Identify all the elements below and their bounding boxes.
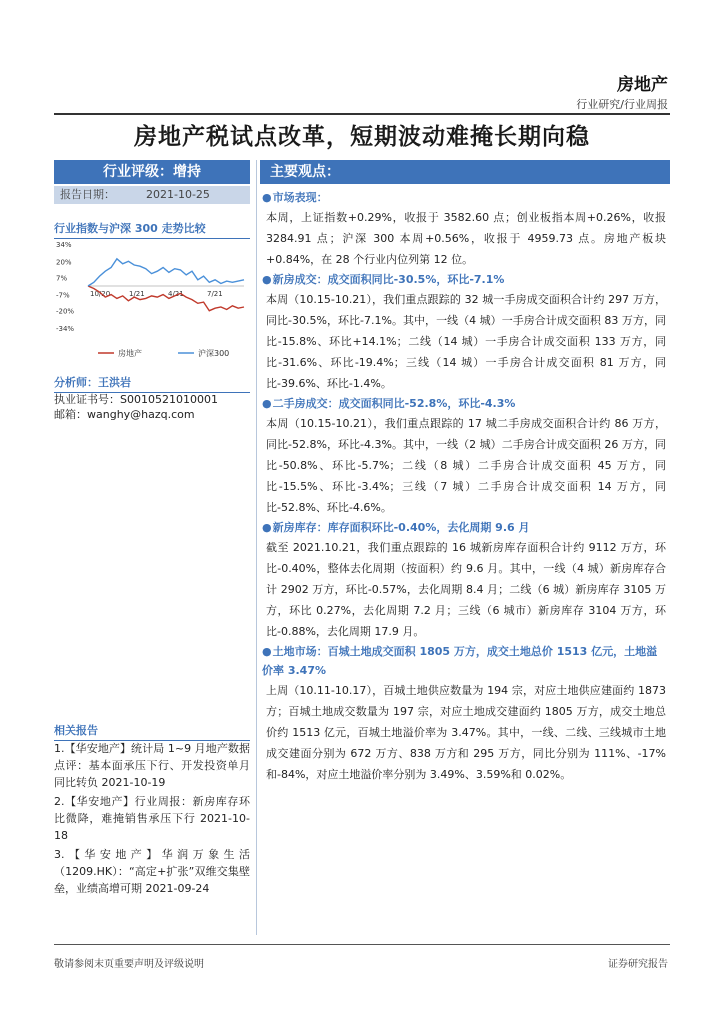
report-date-value: 2021-10-25	[146, 188, 210, 201]
main-points-bar	[260, 160, 670, 184]
footer-disclaimer[interactable]: 敬请参阅末页重要声明及评级说明	[54, 959, 204, 970]
section-inventory	[262, 518, 666, 642]
x-tick-label: 7/21	[207, 290, 223, 298]
y-tick-label: 34%	[56, 241, 72, 249]
header-category: 房地产	[617, 75, 668, 95]
report-title: 房地产税试点改革，短期波动难掩长期向稳	[134, 123, 590, 150]
legend-label: 房地产	[118, 349, 142, 358]
section-text: 上周（10.11-10.17），百城土地供应数量为 194 宗，对应土地供应建面约 1873 方；百城土地成交数量为 197 宗，对应土地成交建面约 1805 万方，成交土地总价约 1513 亿元，百城土地溢价率为 3.47%。其中，一线、二线、三线城市土地成交建面分别为 672 万方、838 万方和 295 万方，同比分别为 111%、-17%和-84%，对应土地溢价率分别为 3.49%、3.59%和 0.02%。	[266, 684, 666, 781]
header-subcategory: 行业研究/行业周报	[576, 98, 668, 111]
analyst-heading: 分析师：王洪岩	[54, 374, 250, 393]
footer-label: 证券研究报告	[608, 959, 668, 970]
related-report-item[interactable]: 1.【华安地产】统计局 1~9 月地产数据点评：基本面承压下行、开发投资单月同比转负 2021-10-19	[54, 742, 250, 789]
analyst-email: 邮箱：wanghy@hazq.com	[54, 408, 195, 421]
report-date-label: 报告日期：	[60, 188, 115, 201]
series-line-csi300	[88, 259, 244, 286]
chart-heading: 行业指数与沪深 300 走势比较	[54, 220, 250, 239]
y-tick-label: -20%	[56, 307, 75, 316]
bullet-icon: ●	[262, 521, 272, 534]
y-tick-label: -7%	[56, 291, 70, 300]
section-market	[262, 188, 666, 270]
index-comparison-chart	[54, 236, 250, 366]
x-tick-label: 4/21	[168, 290, 184, 298]
analyst-info	[54, 392, 254, 422]
section-title: 新房成交：成交面积同比-30.5%，环比-7.1%	[272, 273, 505, 286]
section-land	[262, 642, 666, 785]
y-tick-label: 7%	[56, 274, 68, 283]
main-content	[262, 188, 666, 785]
industry-rating: 行业评级：增持	[54, 160, 250, 184]
y-tick-label: -34%	[56, 325, 75, 333]
header-divider	[54, 113, 670, 115]
section-title: 新房库存：库存面积环比-0.40%，去化周期 9.6 月	[272, 521, 530, 534]
related-reports	[54, 740, 250, 899]
y-tick-label: 20%	[56, 258, 72, 267]
section-text: 本周（10.15-10.21），我们重点跟踪的 32 城一手房成交面积合计约 297 万方，同比-30.5%，环比-7.1%。其中，一线（4 城）一手房合计成交面积 83 万方，同比-15.8%、环比+14.1%；二线（14 城）一手房合计成交面积 133 万方，同比-31.6%、环比-19.4%；三线（14 城）一手房合计成交面积 81 万方，同比-39.6%、环比-1.4%。	[266, 293, 666, 390]
section-title: 土地市场：百城土地成交面积 1805 万方，成交土地总价 1513 亿元，土地溢价率 3.47%	[262, 645, 658, 677]
main-points-heading: 主要观点：	[270, 164, 340, 180]
related-heading: 相关报告	[54, 722, 250, 741]
section-text: 本周（10.15-10.21），我们重点跟踪的 17 城二手房成交面积合计约 86 万方，同比-52.8%，环比-4.3%。其中，一线（2 城）二手房合计成交面积 26 万方，同比-50.8%、环比-5.7%；二线（8 城）二手房合计成交面积 45 万方，同比-15.5%、环比-3.4%；三线（7 城）二手房合计成交面积 14 万方，同比-52.8%、环比-4.6%。	[266, 417, 666, 514]
x-tick-label: 10/20	[90, 290, 111, 298]
column-divider	[256, 160, 257, 935]
analyst-cert: 执业证书号：S0010521010001	[54, 393, 218, 406]
x-tick-label: 1/21	[129, 290, 145, 298]
bullet-icon: ●	[262, 645, 272, 658]
section-text: 本周，上证指数+0.29%，收报于 3582.60 点；创业板指本周+0.26%，收报 3284.91 点；沪深 300 本周+0.56%，收报于 4959.73 点。房地产板块+0.84%，在 28 个行业内位列第 12 位。	[266, 211, 666, 266]
section-text: 截至 2021.10.21，我们重点跟踪的 16 城新房库存面积合计约 9112 万方，环比-0.40%，整体去化周期（按面积）约 9.6 月。其中，一线（4 城）新房库存合计 2902 万方，环比-0.57%，去化周期 8.4 月；二线（6 城）新房库存 3105 万方，环比 0.27%，去化周期 7.2 月；三线（6 城市）新房库存 3104 万方，环比-0.88%，去化周期 17.9 月。	[266, 541, 666, 638]
footer-divider	[54, 944, 670, 945]
related-report-item[interactable]: 3.【华安地产】华润万象生活（1209.HK）：“高定+扩张”双维交集壁垒，业绩高增可期 2021-09-24	[54, 848, 250, 895]
section-second-hand	[262, 394, 666, 518]
legend-label: 沪深300	[198, 349, 230, 358]
section-title: 二手房成交：成交面积同比-52.8%，环比-4.3%	[272, 397, 516, 410]
report-date-bar	[54, 186, 250, 204]
bullet-icon: ●	[262, 397, 272, 410]
related-report-item[interactable]: 2.【华安地产】行业周报：新房库存环比微降，难掩销售承压下行 2021-10-18	[54, 795, 250, 842]
bullet-icon: ●	[262, 273, 272, 286]
section-new-house	[262, 270, 666, 394]
bullet-icon: ●	[262, 191, 272, 204]
section-title: 市场表现：	[272, 191, 328, 204]
